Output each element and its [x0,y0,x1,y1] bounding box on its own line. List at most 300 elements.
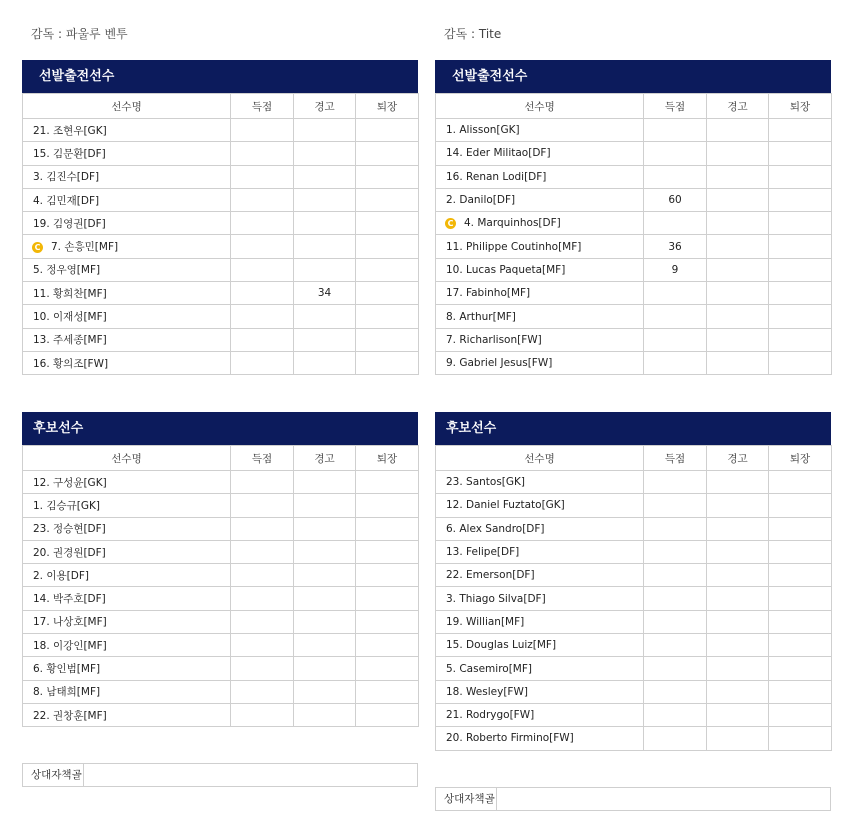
subs-title: 후보선수 [22,412,418,445]
player-name: 19. Willian[MF] [446,615,525,628]
player-name: 17. 나상호[MF] [33,616,107,629]
table-row [436,657,832,680]
warning-cell [707,351,769,374]
player-name-cell [436,328,644,351]
table-row [436,235,832,258]
column-header-goal: 득점 [644,94,707,119]
sent-off-cell [769,680,832,703]
sent-off-cell [769,142,832,165]
goal-cell [231,351,294,374]
sent-off-cell [769,494,832,517]
goal-cell [644,305,707,328]
goal-cell [644,610,707,633]
table-row [436,727,832,750]
warning-cell [707,328,769,351]
goal-cell [644,657,707,680]
player-name: 4. 김민재[DF] [33,194,100,207]
sent-off-cell [356,564,419,587]
player-name: 9. Gabriel Jesus[FW] [446,357,553,370]
table-row [23,634,419,657]
player-name: 5. Casemiro[MF] [446,662,532,675]
warning-cell [294,165,356,188]
table-row [23,142,419,165]
warning-cell [707,165,769,188]
player-name: 12. 구성윤[GK] [33,476,107,489]
table-row [436,212,832,235]
column-header-exit: 퇴장 [356,94,419,119]
table-row [436,517,832,540]
player-name: 6. 황인범[MF] [33,663,101,676]
sent-off-cell [769,188,832,211]
sent-off-cell [356,517,419,540]
player-name-cell [436,517,644,540]
table-row [23,494,419,517]
player-name-cell [436,142,644,165]
table-row [436,610,832,633]
table-row [23,258,419,281]
player-name-cell [23,634,231,657]
player-name-cell [436,119,644,142]
player-name-cell [23,471,231,494]
warning-cell [294,680,356,703]
player-name: 6. Alex Sandro[DF] [446,522,545,535]
warning-cell [294,328,356,351]
warning-cell [707,494,769,517]
player-name: 20. 권경원[DF] [33,546,106,559]
sent-off-cell [769,305,832,328]
player-name-cell [23,142,231,165]
player-name-cell [436,165,644,188]
sent-off-cell [356,305,419,328]
table-row [23,680,419,703]
player-name: 14. 박주호[DF] [33,593,106,606]
table-row [23,517,419,540]
starters-table [435,93,832,375]
goal-cell: 36 [644,235,707,258]
player-name-cell [23,517,231,540]
player-name-cell [436,564,644,587]
own-goal-value [497,788,830,810]
player-name-cell [23,564,231,587]
table-header-row [23,446,419,471]
goal-cell [644,703,707,726]
sent-off-cell [769,634,832,657]
own-goal-box [22,763,418,787]
sent-off-cell [769,282,832,305]
warning-cell [294,119,356,142]
warning-cell [707,517,769,540]
goal-cell [231,587,294,610]
warning-cell [294,517,356,540]
player-name: 15. Douglas Luiz[MF] [446,639,557,652]
warning-cell [707,727,769,750]
player-name-cell [436,235,644,258]
sent-off-cell [356,165,419,188]
subs-title: 후보선수 [435,412,831,445]
player-name-cell [436,727,644,750]
player-name: 17. Fabinho[MF] [446,287,531,300]
player-name: 18. 이강인[MF] [33,639,107,652]
warning-cell [707,305,769,328]
sent-off-cell [769,471,832,494]
warning-cell [707,142,769,165]
player-name-cell [23,188,231,211]
sent-off-cell [356,258,419,281]
goal-cell [231,235,294,258]
goal-cell [644,517,707,540]
player-name-cell [436,282,644,305]
table-row [23,328,419,351]
column-header-name: 선수명 [23,446,231,471]
warning-cell [707,235,769,258]
goal-cell [644,119,707,142]
player-name: 20. Roberto Firmino[FW] [446,732,574,745]
table-row [436,258,832,281]
goal-cell [644,727,707,750]
goal-cell [644,328,707,351]
goal-cell [231,610,294,633]
player-name: 5. 정우영[MF] [33,264,101,277]
sent-off-cell [356,328,419,351]
player-name-cell [23,212,231,235]
player-name: 22. Emerson[DF] [446,569,535,582]
player-name-cell [23,235,231,258]
sent-off-cell [769,657,832,680]
table-row [436,282,832,305]
sent-off-cell [769,703,832,726]
warning-cell [707,564,769,587]
column-header-name: 선수명 [23,94,231,119]
warning-cell [707,212,769,235]
warning-cell [294,235,356,258]
player-name-cell [23,610,231,633]
table-row [23,540,419,563]
warning-cell [294,494,356,517]
table-row [23,703,419,726]
sent-off-cell [769,610,832,633]
warning-cell [294,188,356,211]
goal-cell [231,564,294,587]
warning-cell [707,258,769,281]
table-row [436,587,832,610]
player-name: 16. 황의조[FW] [33,357,109,370]
warning-cell [707,587,769,610]
goal-cell: 60 [644,188,707,211]
sent-off-cell [356,142,419,165]
player-name-cell [23,258,231,281]
column-header-exit: 퇴장 [769,94,832,119]
warning-cell [294,142,356,165]
goal-cell [231,657,294,680]
sent-off-cell [356,587,419,610]
warning-cell [294,610,356,633]
goal-cell [231,212,294,235]
player-name-cell [23,703,231,726]
goal-cell [644,494,707,517]
player-name: 23. 정승현[DF] [33,523,106,536]
player-name: 15. 김문환[DF] [33,147,106,160]
sent-off-cell [356,703,419,726]
column-header-goal: 득점 [644,446,707,471]
player-name: 14. Eder Militao[DF] [446,147,551,160]
warning-cell [707,282,769,305]
table-row [23,471,419,494]
sent-off-cell [356,351,419,374]
player-name: 3. 김진수[DF] [33,171,100,184]
player-name-cell [23,494,231,517]
sent-off-cell [356,634,419,657]
table-row [436,305,832,328]
player-name-cell [23,305,231,328]
table-row [436,703,832,726]
player-name-cell [436,587,644,610]
coach-label: 감독 : 파울루 벤투 [31,27,128,41]
column-header-goal: 득점 [231,94,294,119]
column-header-warn: 경고 [707,94,769,119]
sent-off-cell [356,540,419,563]
table-row [23,657,419,680]
sent-off-cell [769,212,832,235]
table-row [23,188,419,211]
column-header-warn: 경고 [294,446,356,471]
player-name-cell [436,680,644,703]
table-row [436,165,832,188]
warning-cell [707,119,769,142]
player-name: 10. Lucas Paqueta[MF] [446,263,566,276]
player-name-cell [436,305,644,328]
sent-off-cell [769,540,832,563]
sent-off-cell [356,235,419,258]
sent-off-cell [769,587,832,610]
table-row [23,165,419,188]
goal-cell [231,188,294,211]
player-name: 12. Daniel Fuztato[GK] [446,499,565,512]
player-name-cell [23,540,231,563]
table-row [23,282,419,305]
sent-off-cell [769,119,832,142]
table-row [436,188,832,211]
player-name: 8. Arthur[MF] [446,310,516,323]
warning-cell [294,540,356,563]
player-name: 8. 남태희[MF] [33,686,101,699]
player-name-cell [23,657,231,680]
table-row [436,471,832,494]
sent-off-cell [769,235,832,258]
player-name-cell [23,328,231,351]
warning-cell [294,212,356,235]
warning-cell [294,564,356,587]
player-name-cell [436,494,644,517]
table-row [436,540,832,563]
sent-off-cell [769,328,832,351]
table-row [436,351,832,374]
warning-cell [707,540,769,563]
warning-cell [294,351,356,374]
column-header-warn: 경고 [707,446,769,471]
sent-off-cell [769,165,832,188]
column-header-exit: 퇴장 [769,446,832,471]
captain-badge-icon: C [445,218,456,229]
column-header-goal: 득점 [231,446,294,471]
goal-cell [231,258,294,281]
player-name: 7. Richarlison[FW] [446,333,542,346]
starters-table [22,93,419,375]
player-name: 19. 김영권[DF] [33,217,106,230]
goal-cell [644,540,707,563]
sent-off-cell [356,680,419,703]
player-name: 13. Felipe[DF] [446,546,520,559]
sent-off-cell [356,188,419,211]
table-row [23,212,419,235]
player-name: 3. Thiago Silva[DF] [446,592,546,605]
player-name-cell [436,212,644,235]
column-header-exit: 퇴장 [356,446,419,471]
coach-label: 감독 : Tite [444,27,502,41]
warning-cell [294,258,356,281]
table-header-row [436,446,832,471]
player-name: 23. Santos[GK] [446,476,526,489]
warning-cell [707,703,769,726]
goal-cell [231,282,294,305]
warning-cell [294,703,356,726]
goal-cell [231,703,294,726]
warning-cell [294,634,356,657]
warning-cell [294,657,356,680]
goal-cell [231,142,294,165]
column-header-name: 선수명 [436,446,644,471]
table-row [23,119,419,142]
goal-cell [644,564,707,587]
player-name-cell [23,351,231,374]
table-row [23,351,419,374]
sent-off-cell [356,212,419,235]
table-row [23,564,419,587]
player-name: 11. 황희찬[MF] [33,287,107,300]
player-name: 13. 주세종[MF] [33,334,107,347]
own-goal-value [84,764,417,786]
sent-off-cell [356,657,419,680]
table-row [23,610,419,633]
table-row [436,680,832,703]
player-name-cell [23,587,231,610]
player-name: 1. Alisson[GK] [446,124,520,137]
goal-cell [644,471,707,494]
player-name: 1. 김승규[GK] [33,499,100,512]
goal-cell [231,517,294,540]
goal-cell [231,494,294,517]
player-name: 11. Philippe Coutinho[MF] [446,240,582,253]
sent-off-cell [356,610,419,633]
warning-cell [707,680,769,703]
sent-off-cell [356,119,419,142]
player-name: 10. 이재성[MF] [33,311,107,324]
table-row [436,634,832,657]
goal-cell [231,165,294,188]
sent-off-cell [769,351,832,374]
goal-cell [644,634,707,657]
sent-off-cell [769,564,832,587]
warning-cell [294,587,356,610]
own-goal-label: 상대자책골 [436,788,497,810]
warning-cell [707,471,769,494]
player-name-cell [436,657,644,680]
player-name: 2. Danilo[DF] [446,194,516,207]
player-name: 16. Renan Lodi[DF] [446,170,547,183]
sent-off-cell [769,727,832,750]
table-row [436,494,832,517]
table-row [436,564,832,587]
warning-cell [707,188,769,211]
table-header-row [436,94,832,119]
player-name: 7. 손흥민[MF] [51,241,119,254]
column-header-warn: 경고 [294,94,356,119]
player-name-cell [436,634,644,657]
warning-cell [707,610,769,633]
player-name-cell [436,610,644,633]
goal-cell [231,119,294,142]
player-name: 21. Rodrygo[FW] [446,709,535,722]
sent-off-cell [769,258,832,281]
sent-off-cell [356,282,419,305]
goal-cell [231,305,294,328]
table-row [23,587,419,610]
goal-cell: 9 [644,258,707,281]
subs-table [22,445,419,727]
player-name-cell [436,540,644,563]
player-name: 18. Wesley[FW] [446,685,528,698]
table-row [436,328,832,351]
player-name-cell [436,258,644,281]
goal-cell [231,634,294,657]
goal-cell [644,212,707,235]
warning-cell [707,657,769,680]
table-row [23,305,419,328]
table-row [436,119,832,142]
player-name-cell [23,680,231,703]
player-name: 4. Marquinhos[DF] [464,217,561,230]
goal-cell [644,351,707,374]
captain-badge-icon: C [32,242,43,253]
warning-cell [294,305,356,328]
player-name-cell [436,351,644,374]
warning-cell [294,471,356,494]
starters-title: 선발출전선수 [22,60,418,93]
goal-cell [644,680,707,703]
goal-cell [644,142,707,165]
player-name-cell [23,165,231,188]
sent-off-cell [769,517,832,540]
own-goal-label: 상대자책골 [23,764,84,786]
player-name-cell [23,119,231,142]
goal-cell [231,680,294,703]
player-name-cell [436,703,644,726]
own-goal-box [435,787,831,811]
warning-cell: 34 [294,282,356,305]
player-name: 2. 이용[DF] [33,569,89,582]
goal-cell [231,328,294,351]
warning-cell [707,634,769,657]
goal-cell [231,540,294,563]
sent-off-cell [356,494,419,517]
table-row [436,142,832,165]
player-name-cell [436,471,644,494]
player-name-cell [23,282,231,305]
player-name-cell [436,188,644,211]
goal-cell [644,282,707,305]
table-header-row [23,94,419,119]
subs-table [435,445,832,751]
player-name: 22. 권창훈[MF] [33,709,107,722]
